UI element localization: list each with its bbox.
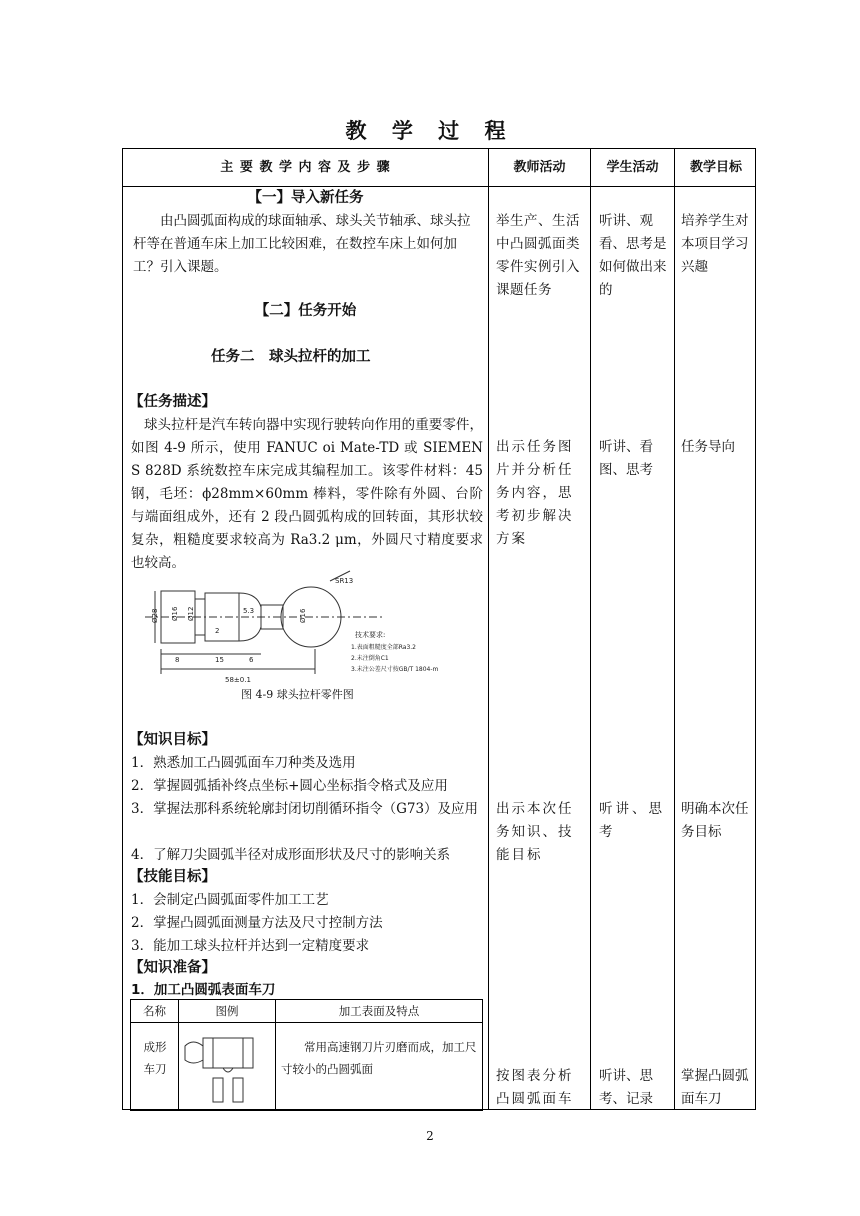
figure-caption: 图 4-9 球头拉杆零件图 — [241, 688, 354, 701]
dim-58: 58±0.1 — [225, 676, 251, 684]
dim-d16a: Ø16 — [171, 606, 179, 621]
dim-8: 8 — [175, 656, 180, 664]
cutter-table — [130, 999, 483, 1111]
teacher-activity-1: 举生产、生活中凸圆弧面类零件实例引入课题任务 — [496, 213, 580, 298]
teacher-activity-3: 出示本次任务知识、技能目标 — [496, 801, 574, 863]
header-teacher: 教师活动 — [513, 160, 566, 175]
dim-sr13: SR13 — [335, 577, 354, 585]
section1-heading: 【一】导入新任务 — [247, 190, 364, 206]
teacher-activity-2: 出示任务图片并分析任务内容，思考初步解决方案 — [496, 439, 574, 547]
tech-note-1: 1.表面粗糙度全部Ra3.2 — [351, 644, 416, 651]
dim-15: 15 — [215, 656, 224, 664]
task-title: 任务二 球头拉杆的加工 — [211, 349, 371, 365]
page-number: 2 — [426, 1129, 434, 1143]
form-cutter-illustration — [183, 1026, 271, 1108]
teacher-activity-4: 按图表分析凸圆弧面车 — [496, 1068, 574, 1107]
knowledge-item-1: 1．熟悉加工凸圆弧面车刀种类及选用 — [131, 755, 356, 771]
cutter-table-header-feature: 加工表面及特点 — [338, 1004, 420, 1018]
student-activity-2: 听讲、看图、思考 — [599, 439, 653, 478]
skill-item-2: 2．掌握凸圆弧面测量方法及尺寸控制方法 — [131, 915, 383, 931]
dim-2: 2 — [215, 627, 220, 635]
dim-5-3: 5.3 — [243, 607, 255, 615]
dim-6: 6 — [249, 656, 254, 664]
cutter-table-name: 成形车刀 — [143, 1040, 167, 1076]
ball-tie-rod-drawing — [145, 569, 455, 689]
knowledge-item-3: 3．掌握法那科系统轮廓封闭切削循环指令（G73）及应用 — [131, 801, 479, 817]
knowledge-prep-subheading: 1．加工凸圆弧表面车刀 — [131, 982, 276, 998]
section1-paragraph: 由凸圆弧面构成的球面轴承、球头关节轴承、球头拉杆等在普通车床上加工比较困难，在数控车床上如何加工？引入课题。 — [133, 213, 471, 275]
teaching-process-table — [122, 148, 756, 1110]
dim-d28: Ø28 — [151, 608, 159, 623]
header-goal: 教学目标 — [689, 160, 742, 175]
tech-note-3: 3.未注公差尺寸按GB/T 1804-m — [351, 666, 439, 673]
knowledge-goals-heading: 【知识目标】 — [129, 732, 216, 748]
tech-notes-title: 技术要求: — [355, 631, 386, 639]
teaching-goal-4: 掌握凸圆弧面车刀 — [681, 1068, 749, 1107]
header-main: 主 要 教 学 内 容 及 步 骤 — [220, 160, 391, 175]
task-description-heading: 【任务描述】 — [129, 394, 216, 410]
cutter-table-header-name: 名称 — [143, 1004, 166, 1018]
cutter-table-header-example: 图例 — [215, 1004, 239, 1018]
student-activity-1: 听讲、观看、思考是如何做出来的 — [599, 213, 667, 298]
dim-d16b: Ø16 — [299, 608, 307, 623]
header-student: 学生活动 — [606, 160, 659, 175]
section2-heading: 【二】任务开始 — [254, 303, 357, 319]
teaching-goal-3: 明确本次任务目标 — [681, 801, 749, 840]
student-activity-4: 听讲、思考、记录 — [599, 1068, 653, 1107]
cutter-table-description: 常用高速钢刀片刃磨而成，加工尺寸较小的凸圆弧面 — [281, 1040, 477, 1076]
skill-item-1: 1．会制定凸圆弧面零件加工工艺 — [131, 892, 329, 908]
tech-note-2: 2.未注倒角C1 — [351, 655, 389, 662]
teaching-goal-2: 任务导向 — [681, 439, 735, 455]
knowledge-item-4: 4．了解刀尖圆弧半径对成形面形状及尺寸的影响关系 — [131, 847, 451, 863]
page-title: 教 学 过 程 — [345, 119, 515, 143]
knowledge-item-2: 2．掌握圆弧插补终点坐标+圆心坐标指令格式及应用 — [131, 778, 448, 794]
skill-item-3: 3．能加工球头拉杆并达到一定精度要求 — [131, 938, 370, 954]
teaching-goal-1: 培养学生对本项目学习兴趣 — [681, 213, 749, 275]
skill-goals-heading: 【技能目标】 — [129, 869, 216, 885]
task-description-paragraph: 球头拉杆是汽车转向器中实现行驶转向作用的重要零件，如图 4-9 所示，使用 FANUC oi Mate-TD 或 SIEMENS 828D 系统数控车床完成其编程加工。该零件材料：45 钢，毛坯：ϕ28mm×60mm 棒料，零件除有外圆、台阶与端面组成外，还有 2 段凸圆弧构成的回转面，其形状较复杂，粗糙度要求较高为 Ra3.2 μm，外圆尺寸精度要求也较高。 — [131, 417, 483, 571]
student-activity-3: 听讲、思考 — [599, 801, 665, 840]
dim-d12: Ø12 — [187, 606, 195, 621]
knowledge-prep-heading: 【知识准备】 — [129, 960, 216, 976]
